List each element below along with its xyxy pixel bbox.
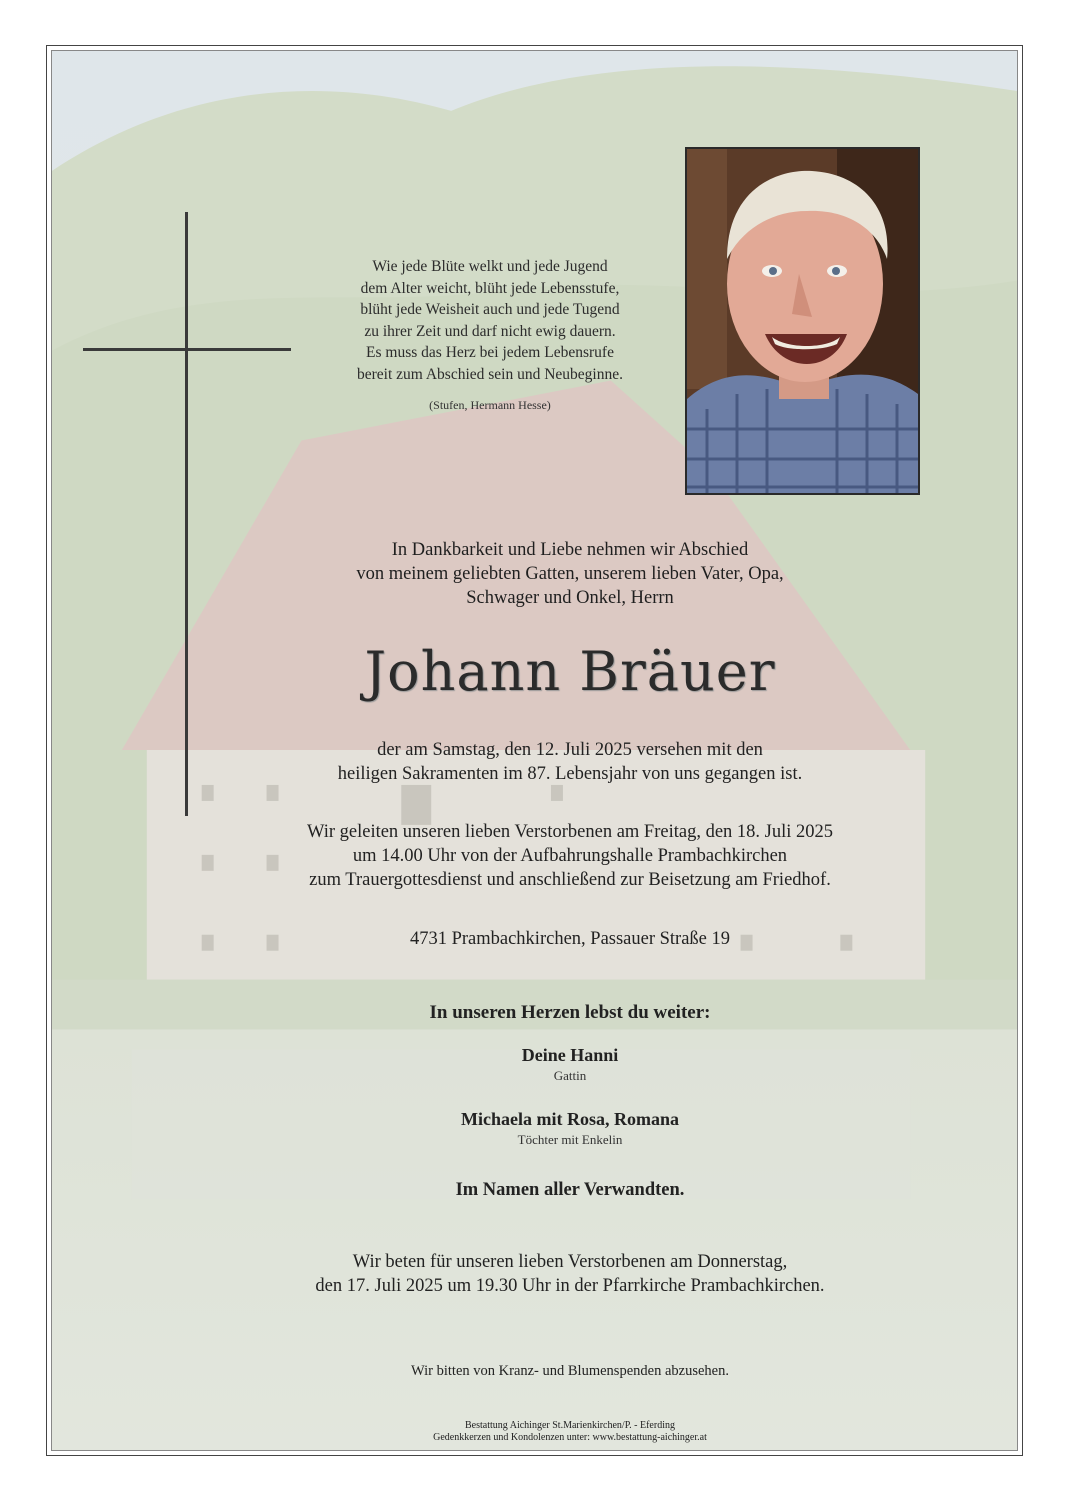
funeral-line: um 14.00 Uhr von der Aufbahrungshalle Prambachkirchen <box>352 846 788 866</box>
intro-line: Schwager und Onkel, Herrn <box>466 588 674 608</box>
prayer-notice <box>100 1250 1040 1298</box>
funeral-details <box>100 820 1040 892</box>
footer-condolences: Gedenkkerzen und Kondolenzen unter: www.bestattung-aichinger.at <box>433 1432 707 1443</box>
poem-block <box>300 256 680 417</box>
poem-line: zu ihrer Zeit und darf nicht ewig dauern. <box>364 322 616 340</box>
poem-line: Wie jede Blüte welkt und jede Jugend <box>372 258 608 275</box>
relative-entry <box>100 1109 1040 1148</box>
poem-line: dem Alter weicht, blüht jede Lebensstufe, <box>360 279 620 297</box>
flowers-note: Wir bitten von Kranz- und Blumenspenden abzusehen. <box>411 1363 729 1379</box>
portrait-photo <box>685 147 920 495</box>
relative-name: Deine Hanni <box>521 1045 619 1065</box>
death-notice <box>100 738 1040 786</box>
cross-vertical-bar <box>185 212 188 816</box>
on-behalf-line: Im Namen aller Verwandten. <box>455 1180 685 1200</box>
portrait-illustration <box>687 149 918 493</box>
poem-line: Es muss das Herz bei jedem Lebensrufe <box>366 344 614 361</box>
relative-role: Gattin <box>553 1068 587 1083</box>
hearts-heading: In unseren Herzen lebst du weiter: <box>429 1002 711 1023</box>
death-line: der am Samstag, den 12. Juli 2025 versehen mit den <box>377 740 763 760</box>
intro-text <box>100 538 1040 610</box>
funeral-line: zum Trauergottesdienst und anschließend zur Beisetzung am Friedhof. <box>309 870 831 890</box>
funeral-line: Wir geleiten unseren lieben Verstorbenen am Freitag, den 18. Juli 2025 <box>306 822 834 842</box>
intro-line: von meinem geliebten Gatten, unserem lieben Vater, Opa, <box>356 564 784 584</box>
footer <box>100 1420 1040 1444</box>
poem-line: blüht jede Weisheit auch und jede Tugend <box>360 301 620 318</box>
relative-entry <box>100 1045 1040 1084</box>
poem-line: bereit zum Abschied sein und Neubeginne. <box>356 365 623 383</box>
cross-horizontal-bar <box>83 348 291 351</box>
death-line: heiligen Sakramenten im 87. Lebensjahr von uns gegangen ist. <box>337 764 803 784</box>
footer-funeral-home: Bestattung Aichinger St.Marienkirchen/P. - Eferding <box>465 1420 675 1431</box>
address: 4731 Prambachkirchen, Passauer Straße 19 <box>409 929 731 949</box>
intro-line: In Dankbarkeit und Liebe nehmen wir Abschied <box>391 540 749 560</box>
poem-source: (Stufen, Hermann Hesse) <box>429 398 551 412</box>
prayer-line: den 17. Juli 2025 um 19.30 Uhr in der Pfarrkirche Prambachkirchen. <box>315 1276 825 1296</box>
relative-role: Töchter mit Enkelin <box>517 1132 623 1147</box>
relative-name: Michaela mit Rosa, Romana <box>461 1109 679 1129</box>
deceased-name: Johann Bräuer <box>364 640 776 703</box>
prayer-line: Wir beten für unseren lieben Verstorbenen am Donnerstag, <box>352 1252 788 1272</box>
